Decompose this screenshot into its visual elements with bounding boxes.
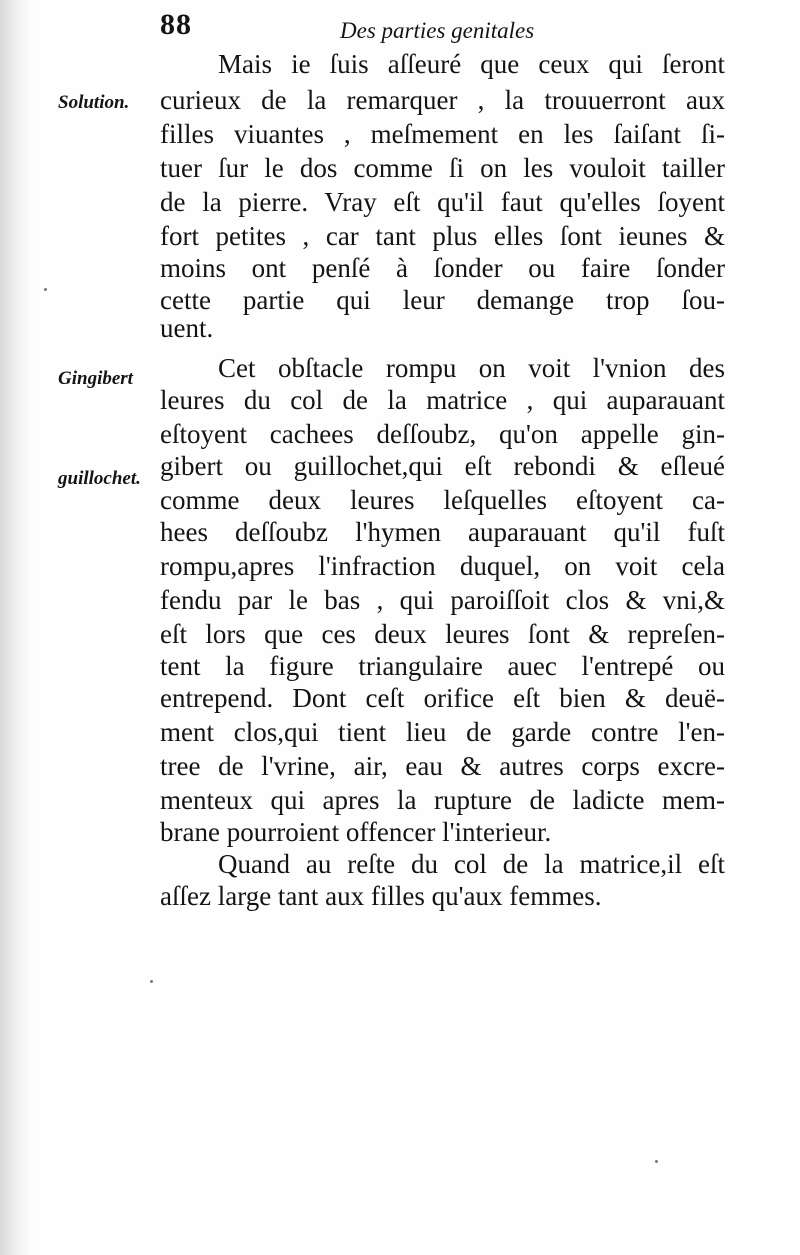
text-line: comme deux leures leſquelles eſtoyent ca- xyxy=(160,485,725,515)
text-line: tree de l'vrine, air, eau & autres corps excre- xyxy=(160,751,725,781)
marginal-note-solution: Solution. xyxy=(58,92,130,113)
text-line: tent la figure triangulaire auec l'entrepé ou xyxy=(160,651,725,681)
text-line: entrepend. Dont ceſt orifice eſt bien & deuë- xyxy=(160,683,725,713)
page-gutter-shadow xyxy=(0,0,34,1255)
text-line: eſtoyent cachees deſſoubz, qu'on appelle gin- xyxy=(160,419,725,449)
text-line: gibert ou guillochet,qui eſt rebondi & eſleué xyxy=(160,451,725,481)
marginal-note-guillochet: guillochet. xyxy=(58,468,141,489)
text-line: filles viuantes , meſmement en les ſaiſant ſi- xyxy=(160,119,725,149)
text-line: leures du col de la matrice , qui auparauant xyxy=(160,385,725,415)
text-line: aſſez large tant aux filles qu'aux femmes. xyxy=(160,881,602,911)
text-line: uent. xyxy=(160,313,214,343)
text-line: rompu,apres l'infraction duquel, on voit cela xyxy=(160,551,725,581)
text-line: Mais ie ſuis aſſeuré que ceux qui ſeront xyxy=(218,49,725,79)
text-line: brane pourroient offencer l'interieur. xyxy=(160,817,552,847)
scan-speck xyxy=(44,288,47,291)
text-line: fort petites , car tant plus elles ſont ieunes & xyxy=(160,221,725,251)
text-line: cette partie qui leur demange trop ſou- xyxy=(160,285,725,315)
text-line: menteux qui apres la rupture de ladicte mem- xyxy=(160,785,725,815)
text-line: Quand au reſte du col de la matrice,il eſt xyxy=(218,849,725,879)
text-line: moins ont penſé à ſonder ou faire ſonder xyxy=(160,253,725,283)
scan-speck xyxy=(150,980,153,983)
text-line: ment clos,qui tient lieu de garde contre l'en- xyxy=(160,717,725,747)
text-line: de la pierre. Vray eſt qu'il faut qu'elles ſoyent xyxy=(160,187,725,217)
text-line: fendu par le bas , qui paroiſſoit clos & vni,& xyxy=(160,585,725,615)
scan-speck xyxy=(655,1160,658,1163)
text-line: eſt lors que ces deux leures ſont & repreſen- xyxy=(160,619,725,649)
text-line: tuer ſur le dos comme ſi on les vouloit tailler xyxy=(160,153,725,183)
text-line: curieux de la remarquer , la trouuerront aux xyxy=(160,85,725,115)
page-number: 88 xyxy=(160,8,192,41)
marginal-note-gingibert: Gingibert xyxy=(58,368,133,389)
text-line: Cet obſtacle rompu on voit l'vnion des xyxy=(218,353,725,383)
running-head: Des parties genitales xyxy=(340,18,535,43)
text-line: hees deſſoubz l'hymen auparauant qu'il fuſt xyxy=(160,517,725,547)
